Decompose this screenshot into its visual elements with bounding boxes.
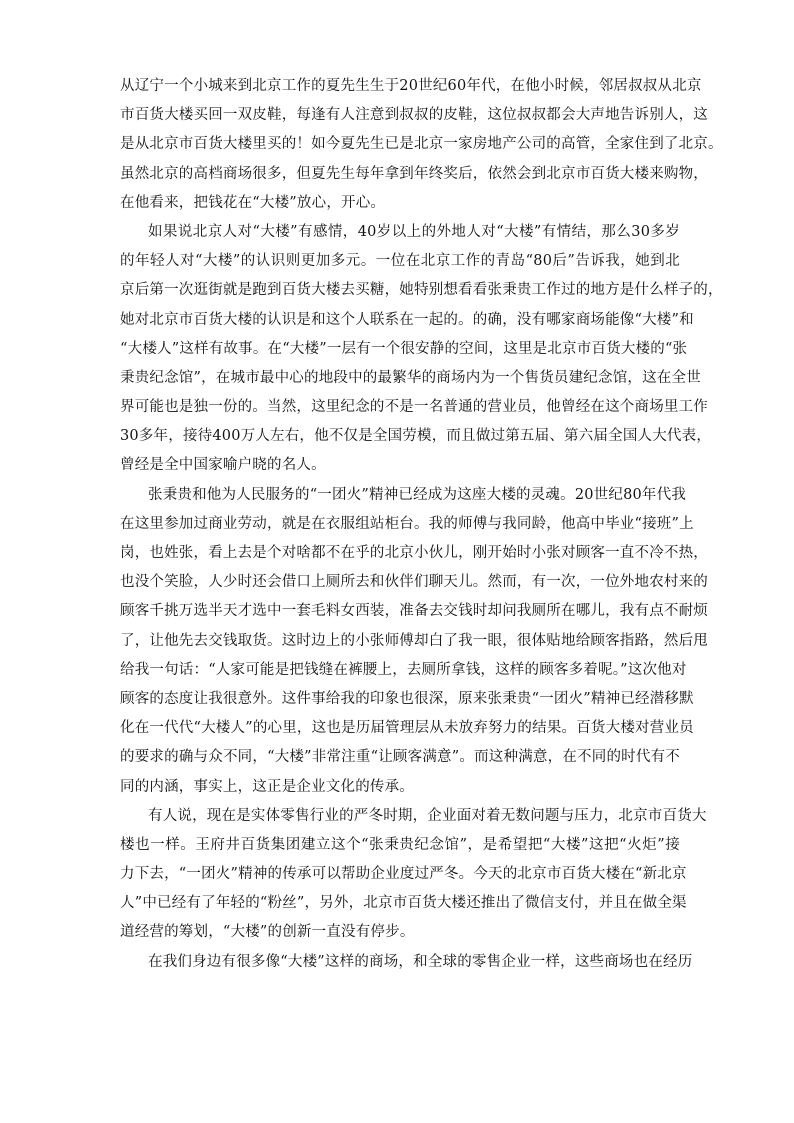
paragraph-4 — [120, 802, 707, 948]
paragraph-line: 30多年，接待400万人左右，他不仅是全国劳模，而且做过第五届、第六届全国人大代表， — [120, 428, 712, 445]
paragraph-line: 从辽宁一个小城来到北京工作的夏先生生于20世纪60年代，在他小时候，邻居叔叔从北京 — [120, 78, 702, 94]
paragraph-line: 顾客的态度让我很意外。这件事给我的印象也很深，原来张秉贵“一团火”精神已经潜移默 — [120, 690, 694, 707]
paragraph-line: 顾客千挑万选半天才选中一套毛料女西装，准备去交钱时却问我厕所在哪儿，我有点不耐烦 — [120, 603, 708, 620]
paragraph-line: 同的内涵，事实上，这正是企业文化的传承。 — [120, 778, 414, 795]
paragraph-line: 她对北京市百货大楼的认识是和这个人联系在一起的。的确，没有哪家商场能像“大楼”和 — [120, 311, 694, 328]
paragraph-line: 张秉贵和他为人民服务的“一团火”精神已经成为这座大楼的灵魂。20世纪80年代我 — [148, 486, 687, 503]
paragraph-line: 在我们身边有很多像“大楼”这样的商场，和全球的零售企业一样，这些商场也在经历 — [148, 953, 693, 970]
paragraph-line: 岗，也姓张，看上去是个对啥都不在乎的北京小伙儿，刚开始时小张对顾客一直不冷不热， — [120, 545, 708, 561]
paragraph-3 — [120, 481, 708, 802]
paragraph-line: “大楼人”这样有故事。在“大楼”一层有一个很安静的空间，这里是北京市百货大楼的“张 — [120, 340, 688, 357]
paragraph-line: 了，让他先去交钱取货。这时边上的小张师傅却白了我一眼，很体贴地给顾客指路，然后甩 — [120, 632, 708, 649]
paragraph-line: 虽然北京的高档商场很多，但夏先生每年拿到年终奖后，依然会到北京市百货大楼来购物， — [120, 165, 708, 182]
paragraph-line: 京后第一次逛街就是跑到百货大楼去买糖，她特别想看看张秉贵工作过的地方是什么样子的， — [120, 282, 723, 299]
paragraph-line: 在这里参加过商业劳动，就是在衣服组站柜台。我的师傅与我同龄，他高中毕业“接班”上 — [120, 515, 694, 532]
paragraph-line: 化在一代代“大楼人”的心里，这也是历届管理层从未放弃努力的结果。百货大楼对营业员 — [120, 720, 694, 737]
paragraph-line: 如果说北京人对“大楼”有感情，40岁以上的外地人对“大楼”有情结，那么30多岁 — [148, 223, 680, 240]
paragraph-line: 曾经是全中国家喻户晓的名人。 — [120, 457, 326, 474]
paragraph-5 — [120, 948, 693, 977]
paragraph-1 — [120, 72, 723, 218]
paragraph-line: 的要求的确与众不同，“大楼”非常注重“让顾客满意”。而这种满意，在不同的时代有不 — [120, 749, 680, 766]
paragraph-line: 道经营的筹划，“大楼”的创新一直没有停步。 — [120, 924, 415, 941]
paragraph-line: 是从北京市百货大楼里买的！如今夏先生已是北京一家房地产公司的高管，全家住到了北京。 — [120, 136, 723, 153]
paragraph-2 — [120, 218, 723, 481]
article-body — [120, 72, 723, 977]
paragraph-line: 力下去，“一团火”精神的传承可以帮助企业度过严冬。今天的北京市百货大楼在“新北京 — [120, 866, 687, 883]
paragraph-line: 楼也一样。王府井百货集团建立这个“张秉贵纪念馆”，是希望把“大楼”这把“火炬”接 — [120, 836, 680, 853]
paragraph-line: 人”中已经有了年轻的“粉丝”，另外，北京市百货大楼还推出了微信支付，并且在做全渠 — [120, 895, 687, 912]
paragraph-line: 界可能也是独一份的。当然，这里纪念的不是一名普通的营业员，他曾经在这个商场里工作 — [120, 399, 708, 416]
paragraph-line: 秉贵纪念馆”，在城市最中心的地段中的最繁华的商场内为一个售货员建纪念馆，这在全世 — [120, 369, 701, 386]
paragraph-line: 在他看来，把钱花在“大楼”放心，开心。 — [120, 194, 386, 211]
paragraph-line: 市百货大楼买回一双皮鞋，每逢有人注意到叔叔的皮鞋，这位叔叔都会大声地告诉别人，这 — [120, 107, 708, 124]
paragraph-line: 给我一句话：“人家可能是把钱缝在裤腰上，去厕所拿钱，这样的顾客多着呢。”这次他对 — [120, 661, 687, 678]
paragraph-line: 也没个笑脸，人少时还会借口上厕所去和伙伴们聊天儿。然而，有一次，一位外地农村来的 — [120, 574, 708, 591]
paragraph-line: 有人说，现在是实体零售行业的严冬时期，企业面对着无数问题与压力，北京市百货大 — [148, 807, 707, 824]
paragraph-line: 的年轻人对“大楼”的认识则更加多元。一位在北京工作的青岛“80后”告诉我，她到北 — [120, 253, 680, 270]
